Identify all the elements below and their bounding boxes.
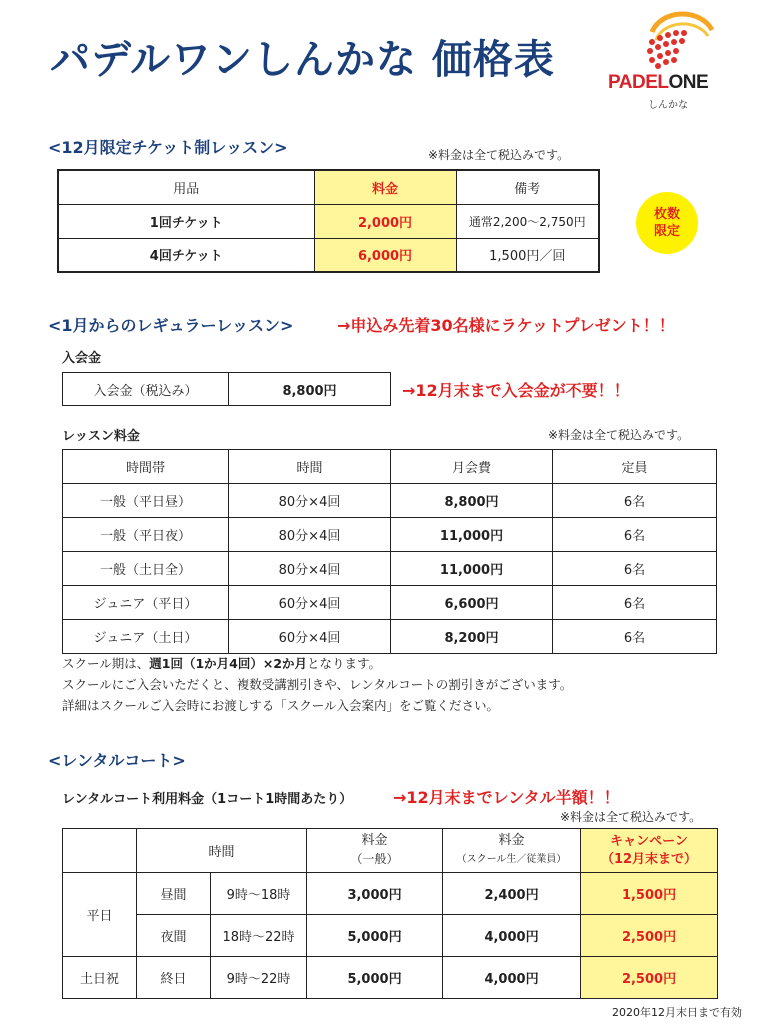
- header-fee: 月会費: [391, 450, 553, 484]
- ticket-price: 6,000円: [314, 238, 456, 272]
- lesson-fee: 6,600円: [391, 586, 553, 620]
- table-row: [63, 957, 718, 999]
- header-slot: 時間帯: [63, 450, 229, 484]
- note-line1-post: となります。: [307, 656, 382, 671]
- header-item: 用品: [58, 170, 314, 204]
- table-row: [58, 204, 599, 238]
- lesson-slot: 一般（土日全）: [63, 552, 229, 586]
- rental-hours: 18時～22時: [211, 915, 307, 957]
- header-time: 時間: [137, 829, 307, 873]
- lesson-fee: 11,000円: [391, 518, 553, 552]
- lesson-capacity: 6名: [553, 484, 717, 518]
- regular-promo: →申込み先着30名様にラケットプレゼント！！: [337, 316, 675, 335]
- entry-label: 入会金: [62, 351, 102, 366]
- badge-line2: 限定: [653, 224, 680, 239]
- lesson-capacity: 6名: [553, 620, 717, 654]
- ticket-price: 2,000円: [314, 204, 456, 238]
- validity-footer: 2020年12月末日まで有効: [612, 1006, 742, 1019]
- rental-heading: <レンタルコート>: [48, 751, 186, 770]
- header-fee-general-2: （一般）: [350, 852, 399, 866]
- note-line1: [62, 653, 572, 674]
- ticket-tax-note: ※料金は全て税込みです。: [428, 148, 570, 162]
- note-line3: 詳細はスクールご入会時にお渡しする「スクール入会案内」をご覧ください。: [62, 698, 500, 713]
- rental-school-fee: 4,000円: [443, 957, 581, 999]
- header-fee-school: [443, 829, 581, 873]
- ticket-item: 1回チケット: [58, 204, 314, 238]
- ticket-item: 4回チケット: [58, 238, 314, 272]
- lesson-time: 80分×4回: [229, 552, 391, 586]
- table-row: [63, 873, 718, 915]
- rental-hours: 9時～18時: [211, 873, 307, 915]
- lesson-slot: ジュニア（平日）: [63, 586, 229, 620]
- ticket-note: 1,500円／回: [456, 238, 599, 272]
- lesson-time: 80分×4回: [229, 518, 391, 552]
- header-campaign: [581, 829, 718, 873]
- rental-table: [62, 828, 718, 999]
- table-row: [63, 915, 718, 957]
- lesson-notes: [62, 653, 572, 716]
- logo-mark-icon: [600, 10, 740, 74]
- table-header-row: [63, 450, 717, 484]
- rental-general-fee: 5,000円: [307, 957, 443, 999]
- rental-period: 夜間: [137, 915, 211, 957]
- note-line2: スクールにご入会いただくと、複数受講割引きや、レンタルコートの割引きがございます。: [62, 677, 573, 692]
- header-capacity: 定員: [553, 450, 717, 484]
- header-fee-school-2: （スクール生／従業員）: [456, 854, 567, 865]
- table-row: [63, 620, 717, 654]
- rental-promo: →12月末までレンタル半額！！: [393, 788, 620, 807]
- header-price: 料金: [314, 170, 456, 204]
- ticket-heading: <12月限定チケット制レッスン>: [48, 138, 288, 157]
- header-fee-school-1: 料金: [498, 833, 525, 848]
- rental-school-fee: 2,400円: [443, 873, 581, 915]
- holiday-label: 土日祝: [63, 957, 137, 999]
- note-line1-bold: 週1回（1か月4回）×2か月: [149, 656, 308, 671]
- weekday-label: 平日: [63, 873, 137, 957]
- table-row: [58, 238, 599, 272]
- table-header-row: [58, 170, 599, 204]
- lesson-fee: 8,800円: [391, 484, 553, 518]
- table-row: [63, 586, 717, 620]
- table-row: [63, 552, 717, 586]
- rental-tax-note: ※料金は全て税込みです。: [560, 810, 702, 824]
- logo-brand-dark: ONE: [668, 72, 709, 93]
- regular-heading: <1月からのレギュラーレッスン>: [48, 316, 294, 335]
- header-campaign-2: （12月末まで）: [600, 851, 698, 867]
- page-title: パデルワンしんかな 価格表: [50, 37, 555, 83]
- entry-promo: →12月末まで入会金が不要！！: [402, 381, 630, 400]
- rental-general-fee: 3,000円: [307, 873, 443, 915]
- limited-badge: [636, 192, 698, 254]
- entry-fee-table: [62, 372, 391, 406]
- lesson-time: 80分×4回: [229, 484, 391, 518]
- rental-general-fee: 5,000円: [307, 915, 443, 957]
- header-time: 時間: [229, 450, 391, 484]
- entry-fee-label: 入会金（税込み）: [63, 373, 229, 406]
- lesson-time: 60分×4回: [229, 620, 391, 654]
- lesson-label: レッスン料金: [62, 429, 140, 444]
- lesson-fee: 11,000円: [391, 552, 553, 586]
- rental-period: 昼間: [137, 873, 211, 915]
- lesson-time: 60分×4回: [229, 586, 391, 620]
- lesson-capacity: 6名: [553, 586, 717, 620]
- lesson-fee: 8,200円: [391, 620, 553, 654]
- header-campaign-1: キャンペーン: [610, 833, 688, 849]
- table-row: [63, 518, 717, 552]
- lesson-tax-note: ※料金は全て税込みです。: [548, 428, 690, 442]
- header-fee-general: [307, 829, 443, 873]
- entry-fee-value: 8,800円: [229, 373, 391, 406]
- rental-campaign-fee: 2,500円: [581, 957, 718, 999]
- rental-sub-label: レンタルコート利用料金（1コート1時間あたり）: [62, 792, 353, 807]
- padel-one-logo: [600, 10, 740, 110]
- badge-line1: 枚数: [653, 207, 680, 222]
- lesson-slot: 一般（平日昼）: [63, 484, 229, 518]
- table-row: [63, 484, 717, 518]
- lesson-capacity: 6名: [553, 552, 717, 586]
- rental-school-fee: 4,000円: [443, 915, 581, 957]
- lesson-slot: ジュニア（土日）: [63, 620, 229, 654]
- header-note: 備考: [456, 170, 599, 204]
- rental-hours: 9時～22時: [211, 957, 307, 999]
- header-fee-general-1: 料金: [361, 833, 388, 848]
- note-line1-pre: スクール期は、: [62, 656, 150, 671]
- logo-brand-red: PADEL: [608, 72, 669, 93]
- logo-sub: しんかな: [648, 100, 688, 111]
- ticket-table: [57, 169, 600, 273]
- header-blank: [63, 829, 137, 873]
- lesson-capacity: 6名: [553, 518, 717, 552]
- rental-campaign-fee: 1,500円: [581, 873, 718, 915]
- rental-period: 終日: [137, 957, 211, 999]
- rental-campaign-fee: 2,500円: [581, 915, 718, 957]
- ticket-note: 通常2,200～2,750円: [456, 204, 599, 238]
- lesson-slot: 一般（平日夜）: [63, 518, 229, 552]
- lesson-table: [62, 449, 717, 654]
- table-header-row: [63, 829, 718, 873]
